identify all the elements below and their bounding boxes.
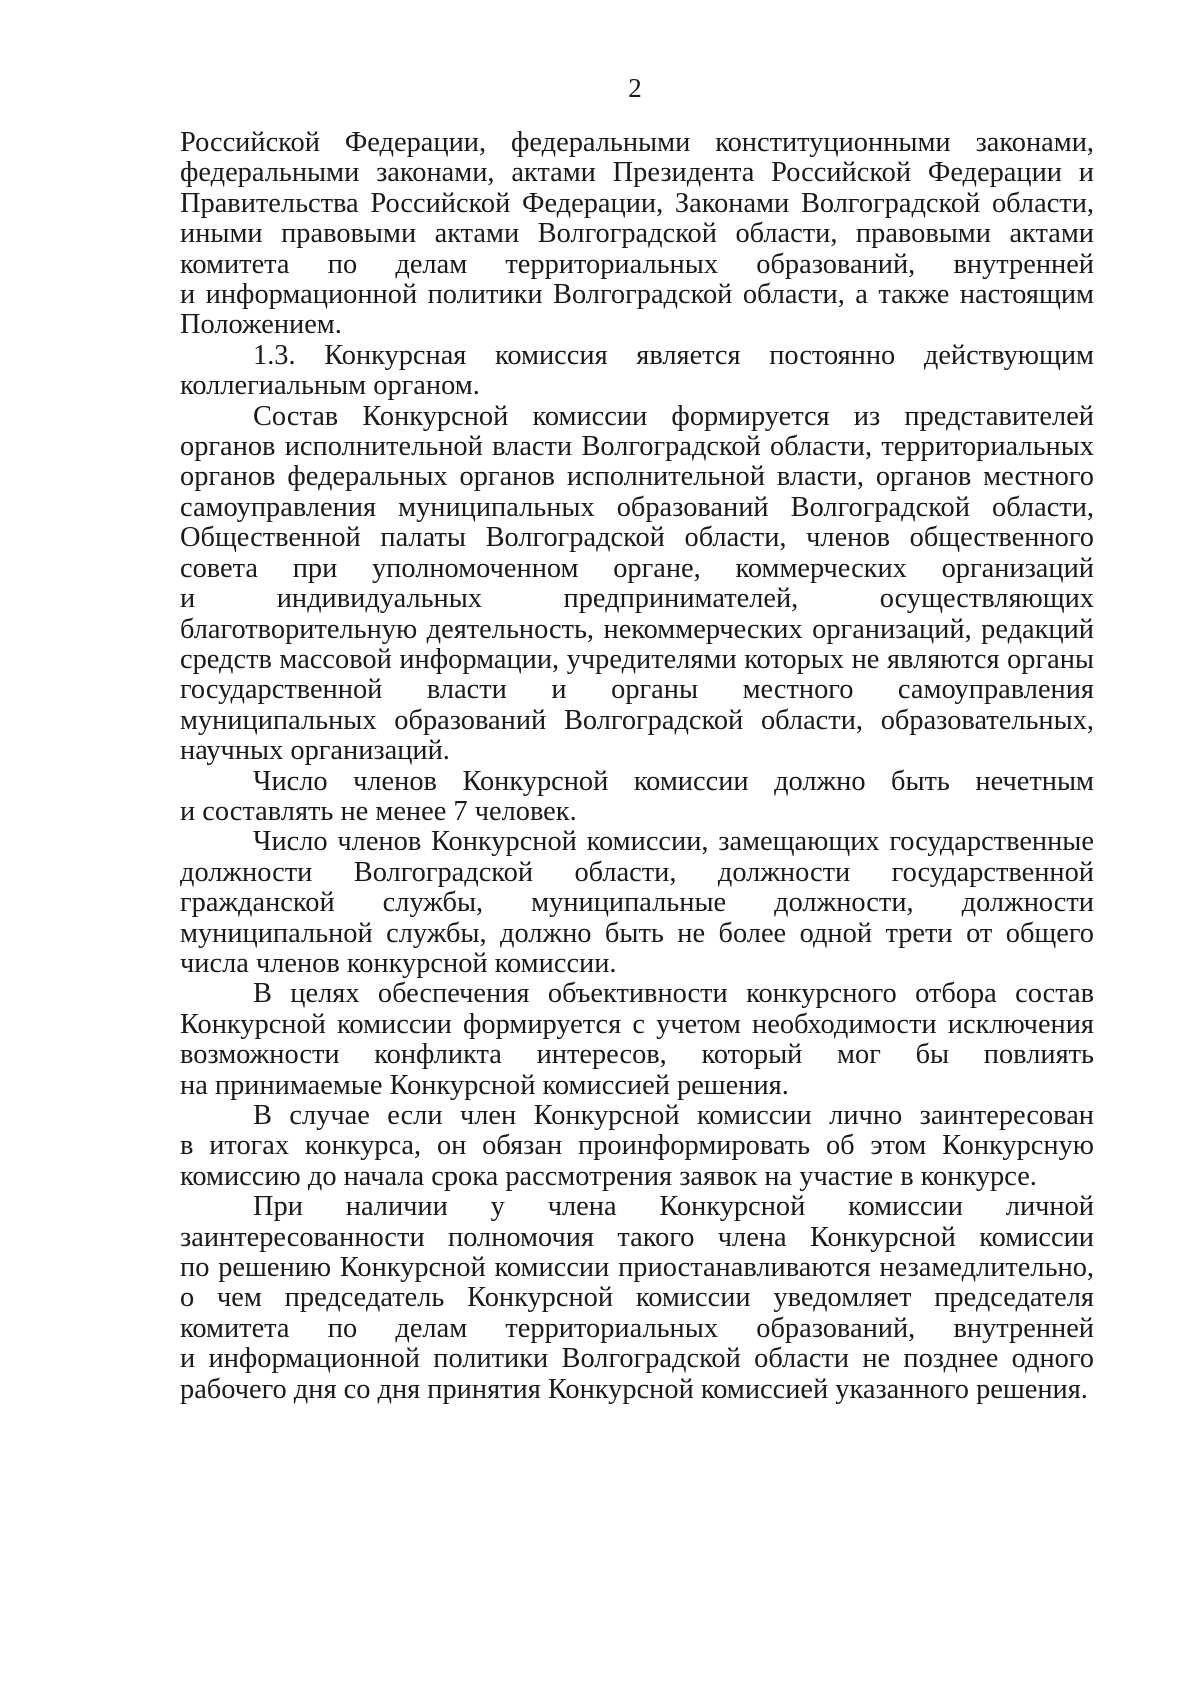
text-line: Общественной палаты Волгоградской области, членов общественного — [180, 522, 1094, 554]
text-line: комитета по делам территориальных образований, внутренней — [180, 248, 1094, 280]
paragraph — [180, 767, 1094, 828]
text-line: средств массовой информации, учредителями которых не являются органы — [180, 643, 1094, 675]
text-line: иными правовыми актами Волгоградской области, правовыми актами — [180, 218, 1094, 250]
text-line: государственной власти и органы местного самоуправления — [180, 674, 1094, 706]
text-line: гражданской службы, муниципальные должности, должности — [180, 887, 1094, 919]
text-line: и информационной политики Волгоградской области, а также настоящим — [180, 279, 1094, 311]
text-line: федеральными законами, актами Президента Российской Федерации и — [180, 157, 1094, 189]
text-line: муниципальной службы, должно быть не более одной трети от общего — [180, 917, 1094, 949]
text-line: и информационной политики Волгоградской области не позднее одного — [180, 1343, 1094, 1375]
text-line: Конкурсной комиссии формируется с учетом необходимости исключения — [180, 1008, 1094, 1040]
text-line: органов исполнительной власти Волгоградской области, территориальных — [180, 431, 1094, 463]
text-line: заинтересованности полномочия такого члена Конкурсной комиссии — [180, 1221, 1094, 1253]
text-line: и индивидуальных предпринимателей, осуществляющих — [180, 583, 1094, 615]
text-line: совета при уполномоченном органе, коммерческих организаций — [180, 552, 1094, 584]
text-line: возможности конфликта интересов, который мог бы повлиять — [180, 1039, 1094, 1071]
document-body — [180, 128, 1094, 1405]
text-line: научных организаций. — [180, 735, 450, 767]
paragraph — [180, 827, 1094, 979]
text-line: Состав Конкурсной комиссии формируется из представителей — [253, 400, 1094, 432]
text-line: комиссию до начала срока рассмотрения заявок на участие в конкурсе. — [180, 1160, 1037, 1192]
text-line: и составлять не менее 7 человек. — [180, 795, 577, 827]
text-line: коллегиальным органом. — [180, 370, 480, 402]
text-line: Число членов Конкурсной комиссии, замещающих государственные — [253, 826, 1094, 858]
paragraph — [180, 341, 1094, 402]
text-line: Число членов Конкурсной комиссии должно быть нечетным — [253, 765, 1094, 797]
text-line: В целях обеспечения объективности конкурсного отбора состав — [253, 978, 1094, 1010]
paragraph — [180, 1101, 1094, 1192]
paragraph — [180, 128, 1094, 341]
paragraph — [180, 402, 1094, 767]
text-line: по решению Конкурсной комиссии приостанавливаются незамедлительно, — [180, 1252, 1094, 1284]
text-line: Российской Федерации, федеральными конституционными законами, — [180, 127, 1094, 158]
paragraph — [180, 979, 1094, 1101]
text-line: самоуправления муниципальных образований Волгоградской области, — [180, 491, 1094, 523]
text-line: муниципальных образований Волгоградской области, образовательных, — [180, 704, 1094, 736]
text-line: комитета по делам территориальных образований, внутренней — [180, 1312, 1094, 1344]
paragraph — [180, 1192, 1094, 1405]
text-line: числа членов конкурсной комиссии. — [180, 947, 617, 979]
text-line: 1.3. Конкурсная комиссия является постоянно действующим — [253, 339, 1094, 371]
text-line: на принимаемые Конкурсной комиссией решения. — [180, 1069, 789, 1101]
text-line: о чем председатель Конкурсной комиссии уведомляет председателя — [180, 1282, 1094, 1314]
text-line: благотворительную деятельность, некоммерческих организаций, редакций — [180, 613, 1094, 645]
text-line: органов федеральных органов исполнительной власти, органов местного — [180, 461, 1094, 493]
page-number: 2 — [628, 73, 642, 103]
text-line: В случае если член Конкурсной комиссии лично заинтересован — [253, 1100, 1094, 1131]
text-line: в итогах конкурса, он обязан проинформировать об этом Конкурсную — [180, 1130, 1094, 1162]
text-line: При наличии у члена Конкурсной комиссии личной — [253, 1191, 1094, 1223]
text-line: Правительства Российской Федерации, Законами Волгоградской области, — [180, 187, 1094, 219]
text-line: рабочего дня со дня принятия Конкурсной комиссией указанного решения. — [180, 1373, 1088, 1405]
text-line: Положением. — [180, 309, 342, 341]
text-line: должности Волгоградской области, должности государственной — [180, 856, 1094, 888]
